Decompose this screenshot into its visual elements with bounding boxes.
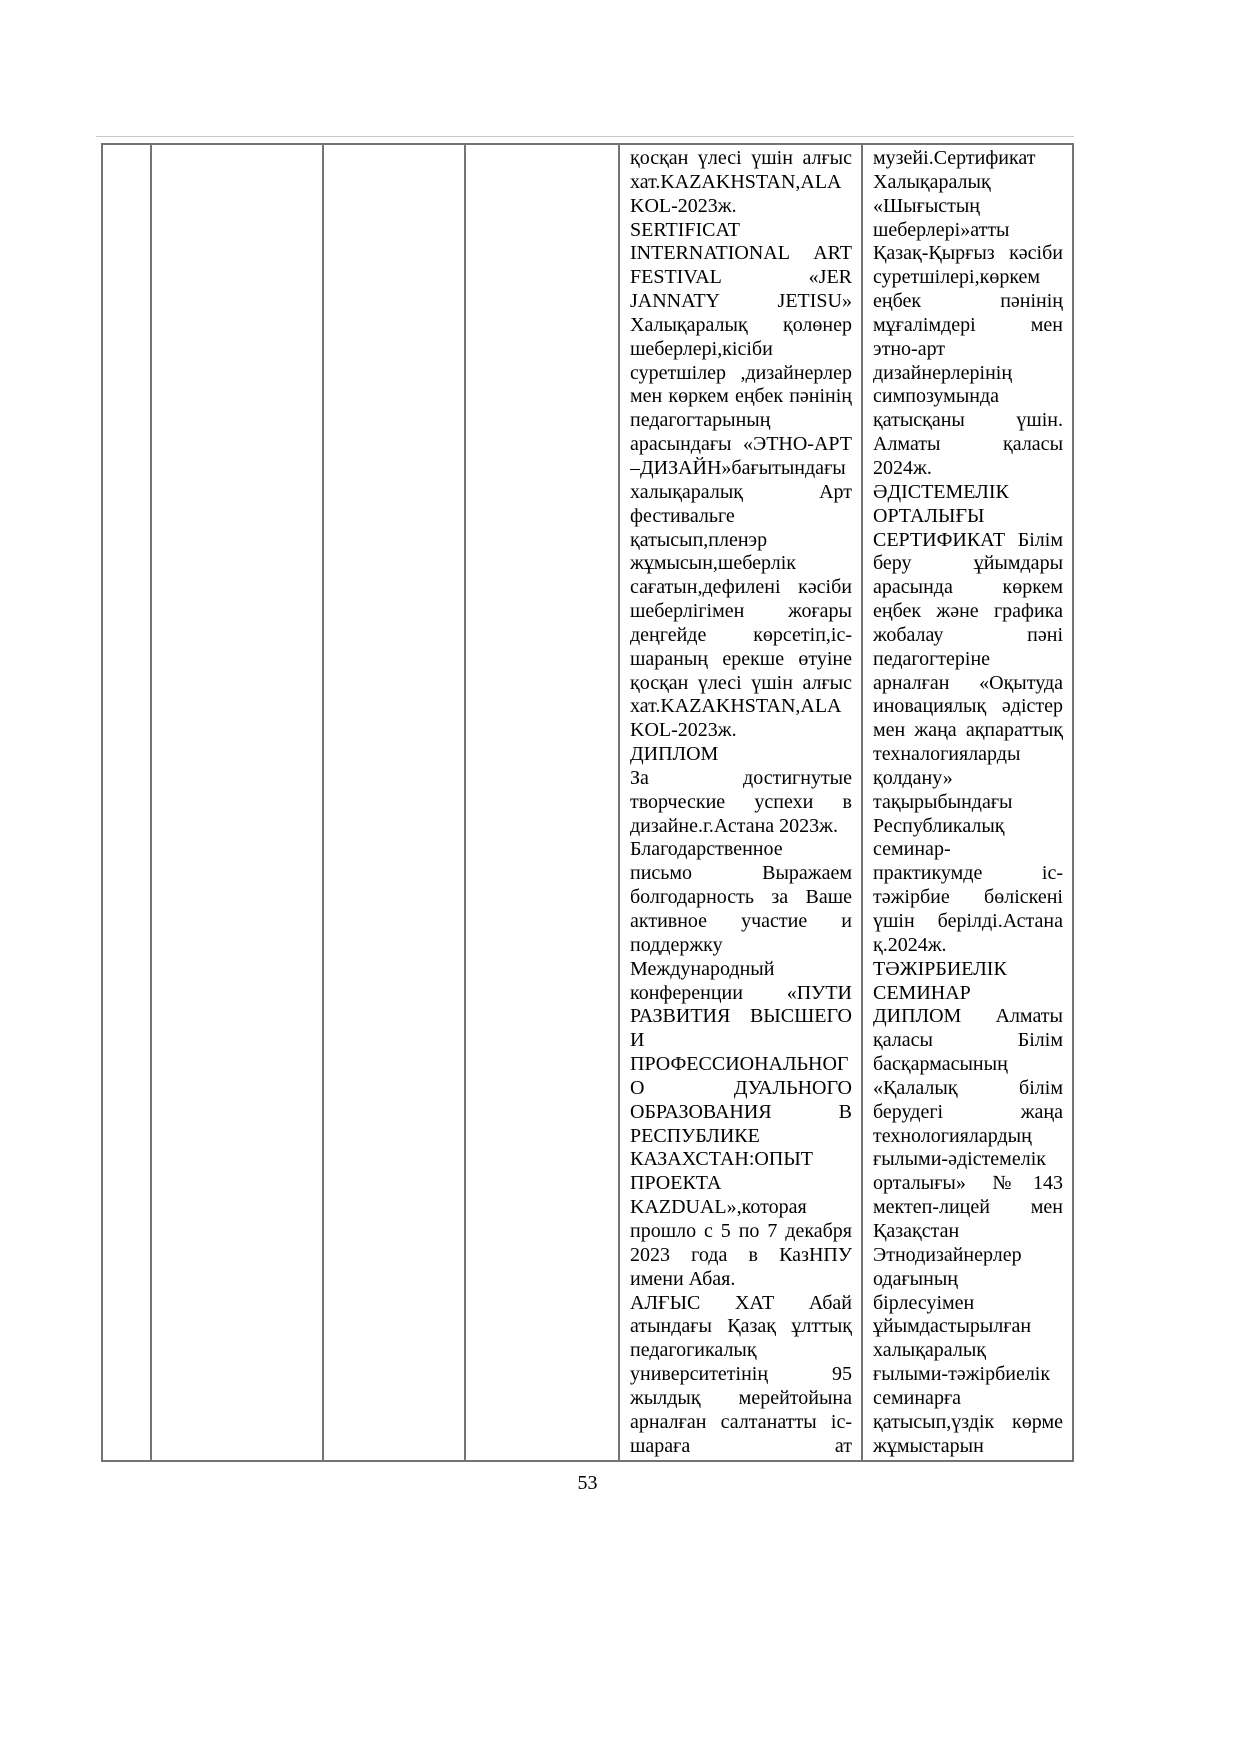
text-line: музейі.Сертификат — [873, 147, 1036, 169]
text-line: ДИПЛОМ — [630, 743, 719, 766]
text-line: хат.KAZAKHSTAN,ALA — [630, 695, 842, 718]
text-line: қаласы Білім — [873, 1029, 1063, 1052]
text-line: қосқан үлесі үшін алғыс — [630, 671, 852, 694]
text-line: ДИПЛОМ Алматы — [873, 1005, 1063, 1028]
text-line: Қазақстан — [873, 1219, 960, 1242]
text-line: жылдық мерейтойына — [630, 1386, 852, 1409]
text-line: СЕМИНАР — [873, 981, 971, 1004]
text-line: творческие успехи в — [630, 790, 852, 813]
text-line: РАЗВИТИЯ ВЫСШЕГО — [630, 1005, 852, 1028]
text-line: шеберлері»атты — [873, 218, 1010, 241]
text-line: «Қалалық білім — [873, 1076, 1063, 1099]
text-line: конференции «ПУТИ — [630, 981, 852, 1004]
text-line: поддержку — [630, 933, 723, 956]
text-line: симпозумында — [873, 385, 1000, 408]
text-line: шеберлігімен жоғары — [630, 600, 852, 623]
text-line: одағының — [873, 1267, 958, 1290]
text-line: мен көркем еңбек пәнінің — [630, 385, 852, 408]
text-line: педагогикалық — [630, 1339, 757, 1362]
text-line: қолдану» — [873, 766, 953, 789]
text-line: И — [630, 1029, 645, 1052]
text-line: педагогтарының — [630, 409, 771, 432]
text-line: Халықаралық — [873, 170, 991, 193]
text-line: жұмыстарын — [873, 1434, 984, 1457]
text-line: деңгейде көрсетіп,іс- — [630, 623, 852, 646]
text-line: О ДУАЛЬНОГО — [630, 1076, 852, 1099]
text-line: сағатын,дефилені кәсіби — [630, 576, 852, 599]
text-line: халықаралық Арт — [630, 480, 852, 503]
text-line: шараға ат — [630, 1434, 852, 1457]
text-line: болгодарность за Ваше — [630, 886, 852, 909]
text-line: иновациялық әдістер — [873, 695, 1063, 718]
text-line: халықаралық — [873, 1339, 986, 1362]
text-line: ғылыми-тәжірбиелік — [873, 1363, 1051, 1386]
text-line: КАЗАХСТАН:ОПЫТ — [630, 1148, 813, 1171]
text-line: суретшілері,көркем — [873, 266, 1041, 289]
text-line: ӘДІСТЕМЕЛІК — [873, 480, 1009, 503]
text-line: семинар- — [873, 838, 951, 861]
text-line: мектеп-лицей мен — [873, 1196, 1063, 1219]
text-line: бірлесуімен — [873, 1291, 975, 1314]
text-line: университетінің 95 — [630, 1363, 852, 1386]
text-line: семинарға — [873, 1386, 962, 1409]
text-line: дизайне.г.Астана 2023ж. — [630, 814, 838, 837]
text-line: практикумде іс- — [873, 862, 1063, 885]
text-line: ОРТАЛЫҒЫ — [873, 504, 985, 527]
text-line: дизайнерлерінің — [873, 361, 1013, 384]
text-line: активное участие и — [630, 910, 852, 932]
text-line: қатысып,үздік көрме — [873, 1410, 1063, 1433]
text-line: Благодарственное — [630, 838, 783, 861]
text-line: Халықаралық қолөнер — [630, 313, 852, 336]
text-line: еңбек және графика — [873, 600, 1063, 623]
text-line: жұмысын,шеберлік — [630, 552, 796, 575]
text-line: мен жаңа ақпараттық — [873, 719, 1063, 742]
text-line: Республикалық — [873, 814, 1005, 837]
text-line: басқармасының — [873, 1053, 1008, 1076]
text-line: қосқан үлесі үшін алғыс — [630, 147, 852, 169]
page-top-rule — [96, 136, 1074, 137]
text-line: фестивальге — [630, 504, 735, 527]
text-line: ұйымдастырылған — [873, 1315, 1032, 1338]
text-line: ПРОЕКТА — [630, 1172, 722, 1195]
text-line: беру ұйымдары — [873, 552, 1063, 575]
text-line: техналогияларды — [873, 743, 1021, 766]
text-line: тәжірбие бөліскені — [873, 886, 1063, 909]
text-line: педагогтеріне — [873, 647, 991, 670]
text-line: KOL-2023ж. — [630, 194, 737, 217]
text-line: арналған салтанатты іс- — [630, 1410, 852, 1433]
text-line: хат.KAZAKHSTAN,ALA — [630, 170, 842, 193]
text-line: ОБРАЗОВАНИЯ В — [630, 1100, 852, 1123]
text-line: Международный — [630, 957, 775, 980]
text-line: «Шығыстың — [873, 194, 981, 217]
text-line: 2023 года в КазНПУ — [630, 1243, 852, 1266]
text-line: KOL-2023ж. — [630, 719, 737, 742]
text-line: арналған «Оқытуда — [873, 671, 1063, 694]
text-line: арасындағы «ЭТНО-АРТ — [630, 433, 852, 456]
text-line: 2024ж. — [873, 456, 932, 479]
text-line: прошло с 5 по 7 декабря — [630, 1219, 852, 1242]
text-line: қатысқаны үшін. — [873, 409, 1063, 432]
text-line: СЕРТИФИКАТ Білім — [873, 528, 1063, 551]
text-line: қатысып,пленэр — [630, 528, 768, 551]
table-cell-empty-4 — [466, 145, 620, 1460]
table-cell-empty-3 — [324, 145, 466, 1460]
text-line: Қазақ-Қырғыз кәсіби — [873, 242, 1063, 265]
table-cell-text-right — [863, 145, 1072, 1460]
text-line: қ.2024ж. — [873, 933, 947, 956]
text-line: атындағы Қазақ ұлттық — [630, 1315, 852, 1338]
page-number: 53 — [577, 1472, 598, 1494]
text-line: –ДИЗАЙН»бағытындағы — [630, 456, 846, 479]
text-line: суретшілер ,дизайнерлер — [630, 361, 852, 384]
text-line: Этнодизайнерлер — [873, 1243, 1022, 1266]
text-line: АЛҒЫС ХАТ Абай — [630, 1291, 852, 1314]
text-line: шеберлері,кісіби — [630, 337, 773, 360]
text-line: JANNATY JETISU» — [630, 290, 852, 313]
text-line: РЕСПУБЛИКЕ — [630, 1124, 760, 1147]
text-line: Алматы қаласы — [873, 433, 1063, 456]
table-cell-empty-1 — [103, 145, 152, 1460]
text-line: этно-арт — [873, 337, 946, 360]
text-line: KAZDUAL»,которая — [630, 1196, 807, 1219]
text-line: арасында көркем — [873, 576, 1063, 599]
text-line: SERTIFICAT — [630, 218, 740, 241]
text-line: технологиялардың — [873, 1124, 1032, 1147]
portfolio-table — [101, 143, 1074, 1462]
text-line: шараның ерекше өтуіне — [630, 647, 852, 670]
table-cell-empty-2 — [152, 145, 324, 1460]
text-line: берудегі жаңа — [873, 1100, 1063, 1123]
text-line: FESTIVAL «JER — [630, 266, 852, 289]
text-line: еңбек пәнінің — [873, 290, 1063, 313]
text-line: письмо Выражаем — [630, 862, 852, 885]
text-line: жобалау пәні — [873, 623, 1063, 646]
text-line: ғылыми-әдістемелік — [873, 1148, 1046, 1171]
text-line: INTERNATIONAL ART — [630, 242, 852, 265]
text-line: тақырыбындағы — [873, 790, 1013, 813]
text-line: үшін берілді.Астана — [873, 910, 1063, 932]
table-cell-text-left — [620, 145, 863, 1460]
text-line: За достигнутые — [630, 766, 852, 789]
text-line: ПРОФЕССИОНАЛЬНОГ — [630, 1053, 849, 1076]
text-line: мұғалімдері мен — [873, 313, 1063, 336]
text-line: ТӘЖІРБИЕЛІК — [873, 957, 1007, 980]
text-line: имени Абая. — [630, 1267, 736, 1290]
text-line: орталығы» №143 — [873, 1172, 1063, 1195]
